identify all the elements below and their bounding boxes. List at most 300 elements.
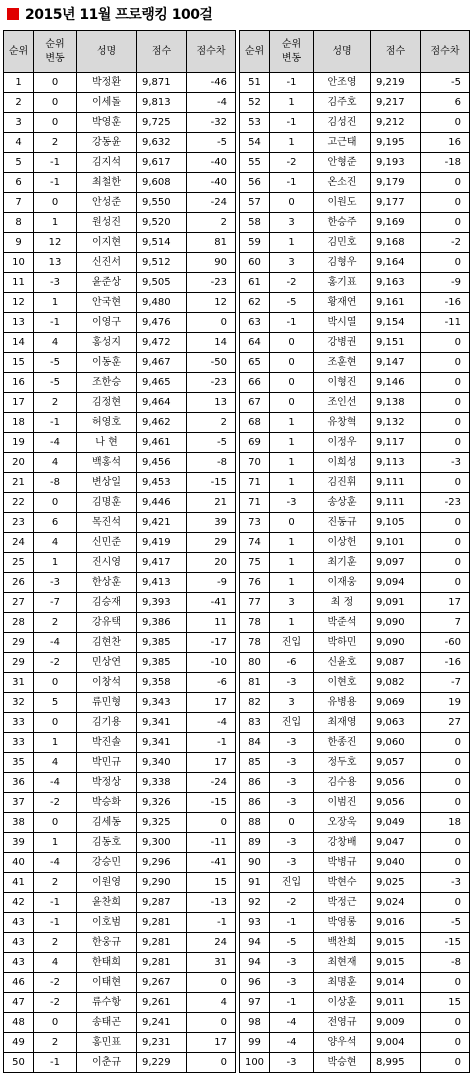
score-cell: 9,453 [137, 473, 187, 493]
diff-cell: 7 [421, 613, 470, 633]
rank-cell: 38 [4, 813, 34, 833]
score-cell: 9,461 [137, 433, 187, 453]
name-cell: 강동윤 [77, 133, 137, 153]
diff-cell: 13 [187, 393, 236, 413]
diff-cell: -41 [187, 853, 236, 873]
header-diff: 점수차 [421, 31, 470, 73]
name-cell: 강창배 [314, 833, 371, 853]
table-row [4, 513, 236, 533]
diff-cell: -32 [187, 113, 236, 133]
change-cell: -4 [34, 773, 77, 793]
table-row [240, 853, 470, 873]
rank-cell: 90 [240, 853, 270, 873]
change-cell: -1 [270, 913, 314, 933]
score-cell: 9,464 [137, 393, 187, 413]
score-cell: 9,169 [371, 213, 421, 233]
diff-cell: -24 [187, 193, 236, 213]
table-row [240, 93, 470, 113]
rank-cell: 26 [4, 573, 34, 593]
name-cell: 원성진 [77, 213, 137, 233]
change-cell: -5 [270, 933, 314, 953]
rank-cell: 71 [240, 473, 270, 493]
diff-cell: 0 [421, 173, 470, 193]
header-change-label: 순위 변동 [45, 38, 65, 64]
rank-cell: 88 [240, 813, 270, 833]
change-cell: 12 [34, 233, 77, 253]
header-change [270, 31, 314, 73]
diff-cell: 0 [421, 733, 470, 753]
score-cell: 9,111 [371, 473, 421, 493]
table-row [240, 593, 470, 613]
name-cell: 이형진 [314, 373, 371, 393]
rank-cell: 80 [240, 653, 270, 673]
rank-cell: 94 [240, 953, 270, 973]
table-row [240, 453, 470, 473]
name-cell: 진시영 [77, 553, 137, 573]
change-cell: 1 [270, 433, 314, 453]
page-title: 2015년 11월 프로랭킹 100걸 [25, 7, 213, 23]
name-cell: 최 정 [314, 593, 371, 613]
header-score: 점수 [137, 31, 187, 73]
diff-cell: 0 [421, 773, 470, 793]
rank-cell: 28 [4, 613, 34, 633]
diff-cell: -7 [421, 673, 470, 693]
name-cell: 이원도 [314, 193, 371, 213]
table-row [240, 113, 470, 133]
change-cell: -5 [34, 373, 77, 393]
rank-cell: 58 [240, 213, 270, 233]
diff-cell: 0 [187, 973, 236, 993]
table-row [4, 493, 236, 513]
table-row [4, 973, 236, 993]
name-cell: 백홍석 [77, 453, 137, 473]
score-cell: 9,514 [137, 233, 187, 253]
change-cell: 진입 [270, 873, 314, 893]
score-cell: 9,132 [371, 413, 421, 433]
name-cell: 이상헌 [314, 533, 371, 553]
table-row [4, 313, 236, 333]
score-cell: 9,015 [371, 953, 421, 973]
diff-cell: 17 [187, 1033, 236, 1053]
name-cell: 강병권 [314, 333, 371, 353]
name-cell: 이재웅 [314, 573, 371, 593]
name-cell: 김성진 [314, 113, 371, 133]
rank-cell: 76 [240, 573, 270, 593]
table-row [240, 173, 470, 193]
change-cell: -2 [34, 793, 77, 813]
change-cell: -3 [270, 833, 314, 853]
change-cell: 0 [34, 1013, 77, 1033]
name-cell: 안국현 [77, 293, 137, 313]
rank-cell: 96 [240, 973, 270, 993]
diff-cell: 15 [187, 873, 236, 893]
rank-cell: 50 [4, 1053, 34, 1073]
change-cell: 1 [34, 833, 77, 853]
diff-cell: 0 [421, 753, 470, 773]
diff-cell: 15 [421, 993, 470, 1013]
name-cell: 김정현 [77, 393, 137, 413]
diff-cell: 14 [187, 333, 236, 353]
change-cell: -4 [34, 433, 77, 453]
table-row [4, 773, 236, 793]
score-cell: 9,105 [371, 513, 421, 533]
score-cell: 9,281 [137, 913, 187, 933]
score-cell: 9,341 [137, 733, 187, 753]
name-cell: 박영훈 [77, 113, 137, 133]
table-row [4, 553, 236, 573]
diff-cell: -23 [421, 493, 470, 513]
rank-cell: 22 [4, 493, 34, 513]
diff-cell: -15 [187, 793, 236, 813]
rank-cell: 51 [240, 73, 270, 93]
rank-cell: 36 [4, 773, 34, 793]
diff-cell: -46 [187, 73, 236, 93]
rank-cell: 10 [4, 253, 34, 273]
rank-cell: 71 [240, 493, 270, 513]
table-row [4, 453, 236, 473]
rank-cell: 41 [4, 873, 34, 893]
score-cell: 9,419 [137, 533, 187, 553]
name-cell: 정두호 [314, 753, 371, 773]
score-cell: 9,231 [137, 1033, 187, 1053]
table-row [4, 253, 236, 273]
score-cell: 9,219 [371, 73, 421, 93]
change-cell: -2 [270, 273, 314, 293]
name-cell: 박승화 [77, 793, 137, 813]
diff-cell: 0 [421, 433, 470, 453]
score-cell: 9,195 [371, 133, 421, 153]
score-cell: 9,550 [137, 193, 187, 213]
diff-cell: -16 [421, 293, 470, 313]
name-cell: 박정근 [314, 893, 371, 913]
diff-cell: 17 [187, 753, 236, 773]
diff-cell: -8 [187, 453, 236, 473]
change-cell: 2 [34, 133, 77, 153]
rank-cell: 77 [240, 593, 270, 613]
diff-cell: 0 [421, 1013, 470, 1033]
score-cell: 9,025 [371, 873, 421, 893]
rank-cell: 31 [4, 673, 34, 693]
change-cell: 1 [34, 553, 77, 573]
diff-cell: -11 [421, 313, 470, 333]
score-cell: 9,063 [371, 713, 421, 733]
score-cell: 9,168 [371, 233, 421, 253]
diff-cell: 0 [421, 553, 470, 573]
rank-cell: 68 [240, 413, 270, 433]
name-cell: 김주호 [314, 93, 371, 113]
change-cell: 5 [34, 693, 77, 713]
name-cell: 김현찬 [77, 633, 137, 653]
table-row [240, 213, 470, 233]
rank-cell: 43 [4, 933, 34, 953]
diff-cell: -17 [187, 633, 236, 653]
rank-cell: 16 [4, 373, 34, 393]
diff-cell: -11 [187, 833, 236, 853]
score-cell: 9,057 [371, 753, 421, 773]
rank-cell: 48 [4, 1013, 34, 1033]
rank-cell: 99 [240, 1033, 270, 1053]
name-cell: 신윤호 [314, 653, 371, 673]
table-row [4, 633, 236, 653]
diff-cell: 0 [421, 513, 470, 533]
change-cell: -3 [270, 1053, 314, 1073]
rank-cell: 82 [240, 693, 270, 713]
score-cell: 9,094 [371, 573, 421, 593]
change-cell: -1 [270, 73, 314, 93]
rank-cell: 25 [4, 553, 34, 573]
name-cell: 이동훈 [77, 353, 137, 373]
header-score: 점수 [371, 31, 421, 73]
rank-cell: 94 [240, 933, 270, 953]
change-cell: 0 [34, 93, 77, 113]
table-row [240, 253, 470, 273]
change-cell: 0 [270, 333, 314, 353]
name-cell: 강유택 [77, 613, 137, 633]
score-cell: 9,111 [371, 493, 421, 513]
rank-cell: 39 [4, 833, 34, 853]
score-cell: 9,082 [371, 673, 421, 693]
table-row [4, 873, 236, 893]
change-cell: 1 [270, 573, 314, 593]
name-cell: 박정상 [77, 773, 137, 793]
diff-cell: -3 [421, 873, 470, 893]
diff-cell: 29 [187, 533, 236, 553]
rank-cell: 33 [4, 713, 34, 733]
diff-cell: 0 [421, 393, 470, 413]
diff-cell: 20 [187, 553, 236, 573]
change-cell: 4 [34, 533, 77, 553]
score-cell: 9,014 [371, 973, 421, 993]
rank-cell: 29 [4, 633, 34, 653]
table-row [4, 473, 236, 493]
table-row [240, 733, 470, 753]
table-row [4, 793, 236, 813]
rank-cell: 1 [4, 73, 34, 93]
score-cell: 9,241 [137, 1013, 187, 1033]
rank-cell: 47 [4, 993, 34, 1013]
change-cell: 0 [34, 493, 77, 513]
name-cell: 김형우 [314, 253, 371, 273]
diff-cell: 21 [187, 493, 236, 513]
name-cell: 신진서 [77, 253, 137, 273]
score-cell: 9,091 [371, 593, 421, 613]
table-row [4, 533, 236, 553]
score-cell: 9,040 [371, 853, 421, 873]
name-cell: 조훈현 [314, 353, 371, 373]
name-cell: 조한승 [77, 373, 137, 393]
rank-cell: 37 [4, 793, 34, 813]
table-row [240, 713, 470, 733]
name-cell: 홍성지 [77, 333, 137, 353]
table-row [240, 633, 470, 653]
change-cell: -4 [270, 1033, 314, 1053]
score-cell: 9,113 [371, 453, 421, 473]
score-cell: 9,725 [137, 113, 187, 133]
change-cell: 4 [34, 753, 77, 773]
diff-cell: 0 [421, 893, 470, 913]
table-row [240, 973, 470, 993]
change-cell: -2 [34, 973, 77, 993]
table-row [240, 953, 470, 973]
diff-cell: 0 [187, 813, 236, 833]
change-cell: 1 [270, 133, 314, 153]
diff-cell: 0 [421, 1053, 470, 1073]
diff-cell: -5 [187, 133, 236, 153]
score-cell: 9,009 [371, 1013, 421, 1033]
change-cell: -2 [270, 893, 314, 913]
rank-cell: 19 [4, 433, 34, 453]
score-cell: 9,004 [371, 1033, 421, 1053]
name-cell: 박정환 [77, 73, 137, 93]
change-cell: -1 [34, 893, 77, 913]
name-cell: 온소진 [314, 173, 371, 193]
score-cell: 9,393 [137, 593, 187, 613]
score-cell: 9,049 [371, 813, 421, 833]
change-cell: 1 [34, 213, 77, 233]
change-cell: 0 [34, 673, 77, 693]
change-cell: 1 [270, 613, 314, 633]
change-cell: -1 [34, 1053, 77, 1073]
table-row [240, 73, 470, 93]
change-cell: -4 [34, 633, 77, 653]
diff-cell: 0 [421, 1033, 470, 1053]
name-cell: 신민준 [77, 533, 137, 553]
name-cell: 변상일 [77, 473, 137, 493]
change-cell: -2 [34, 653, 77, 673]
score-cell: 9,472 [137, 333, 187, 353]
table-row [240, 653, 470, 673]
rank-cell: 64 [240, 333, 270, 353]
change-cell: -3 [270, 753, 314, 773]
diff-cell: -60 [421, 633, 470, 653]
rank-cell: 2 [4, 93, 34, 113]
name-cell: 이상훈 [314, 993, 371, 1013]
name-cell: 이세돌 [77, 93, 137, 113]
change-cell: 2 [34, 393, 77, 413]
score-cell: 9,281 [137, 933, 187, 953]
rank-cell: 12 [4, 293, 34, 313]
table-row [240, 333, 470, 353]
table-row [240, 313, 470, 333]
diff-cell: 0 [187, 313, 236, 333]
table-row [4, 653, 236, 673]
diff-cell: 19 [421, 693, 470, 713]
diff-cell: 39 [187, 513, 236, 533]
score-cell: 9,056 [371, 773, 421, 793]
score-cell: 9,340 [137, 753, 187, 773]
change-cell: 3 [270, 693, 314, 713]
table-row [4, 813, 236, 833]
change-cell: 3 [270, 253, 314, 273]
score-cell: 9,097 [371, 553, 421, 573]
name-cell: 이희성 [314, 453, 371, 473]
name-cell: 최명훈 [314, 973, 371, 993]
diff-cell: -15 [421, 933, 470, 953]
table-row [4, 573, 236, 593]
change-cell: 1 [270, 473, 314, 493]
rank-cell: 81 [240, 673, 270, 693]
name-cell: 김승재 [77, 593, 137, 613]
table-row [240, 813, 470, 833]
rank-cell: 78 [240, 613, 270, 633]
table-row [240, 273, 470, 293]
rank-cell: 54 [240, 133, 270, 153]
score-cell: 9,446 [137, 493, 187, 513]
table-row [240, 153, 470, 173]
change-cell: -1 [270, 993, 314, 1013]
score-cell: 9,069 [371, 693, 421, 713]
diff-cell: 0 [187, 1013, 236, 1033]
score-cell: 9,212 [371, 113, 421, 133]
score-cell: 9,060 [371, 733, 421, 753]
table-row [4, 213, 236, 233]
table-row [4, 113, 236, 133]
table-row [4, 853, 236, 873]
score-cell: 9,326 [137, 793, 187, 813]
name-cell: 김명훈 [77, 493, 137, 513]
header-name: 성명 [77, 31, 137, 73]
rank-cell: 86 [240, 793, 270, 813]
name-cell: 박진솔 [77, 733, 137, 753]
diff-cell: -3 [421, 453, 470, 473]
change-cell: -3 [270, 493, 314, 513]
score-cell: 9,161 [371, 293, 421, 313]
table-row [4, 73, 236, 93]
rank-cell: 55 [240, 153, 270, 173]
table-row [4, 933, 236, 953]
change-cell: 1 [270, 413, 314, 433]
score-cell: 9,413 [137, 573, 187, 593]
table-row [240, 993, 470, 1013]
rank-cell: 69 [240, 433, 270, 453]
table-row [4, 353, 236, 373]
table-row [240, 573, 470, 593]
diff-cell: -18 [421, 153, 470, 173]
rank-cell: 17 [4, 393, 34, 413]
change-cell: -7 [34, 593, 77, 613]
table-row [240, 373, 470, 393]
name-cell: 송태곤 [77, 1013, 137, 1033]
diff-cell: 2 [187, 213, 236, 233]
diff-cell: -1 [187, 733, 236, 753]
name-cell: 전영규 [314, 1013, 371, 1033]
change-cell: 13 [34, 253, 77, 273]
change-cell: -1 [34, 913, 77, 933]
table-row [240, 873, 470, 893]
diff-cell: 0 [421, 973, 470, 993]
table-row [4, 993, 236, 1013]
rank-cell: 57 [240, 193, 270, 213]
change-cell: 진입 [270, 713, 314, 733]
name-cell: 한태희 [77, 953, 137, 973]
diff-cell: 0 [421, 853, 470, 873]
score-cell: 9,287 [137, 893, 187, 913]
rank-cell: 24 [4, 533, 34, 553]
table-row [240, 533, 470, 553]
score-cell: 9,385 [137, 633, 187, 653]
diff-cell: 4 [187, 993, 236, 1013]
diff-cell: -23 [187, 373, 236, 393]
name-cell: 송상훈 [314, 493, 371, 513]
name-cell: 오장욱 [314, 813, 371, 833]
table-row [4, 93, 236, 113]
diff-cell: 0 [421, 333, 470, 353]
change-cell: -3 [270, 793, 314, 813]
table-row [240, 913, 470, 933]
change-cell: -8 [34, 473, 77, 493]
name-cell: 홍민표 [77, 1033, 137, 1053]
name-cell: 류민형 [77, 693, 137, 713]
